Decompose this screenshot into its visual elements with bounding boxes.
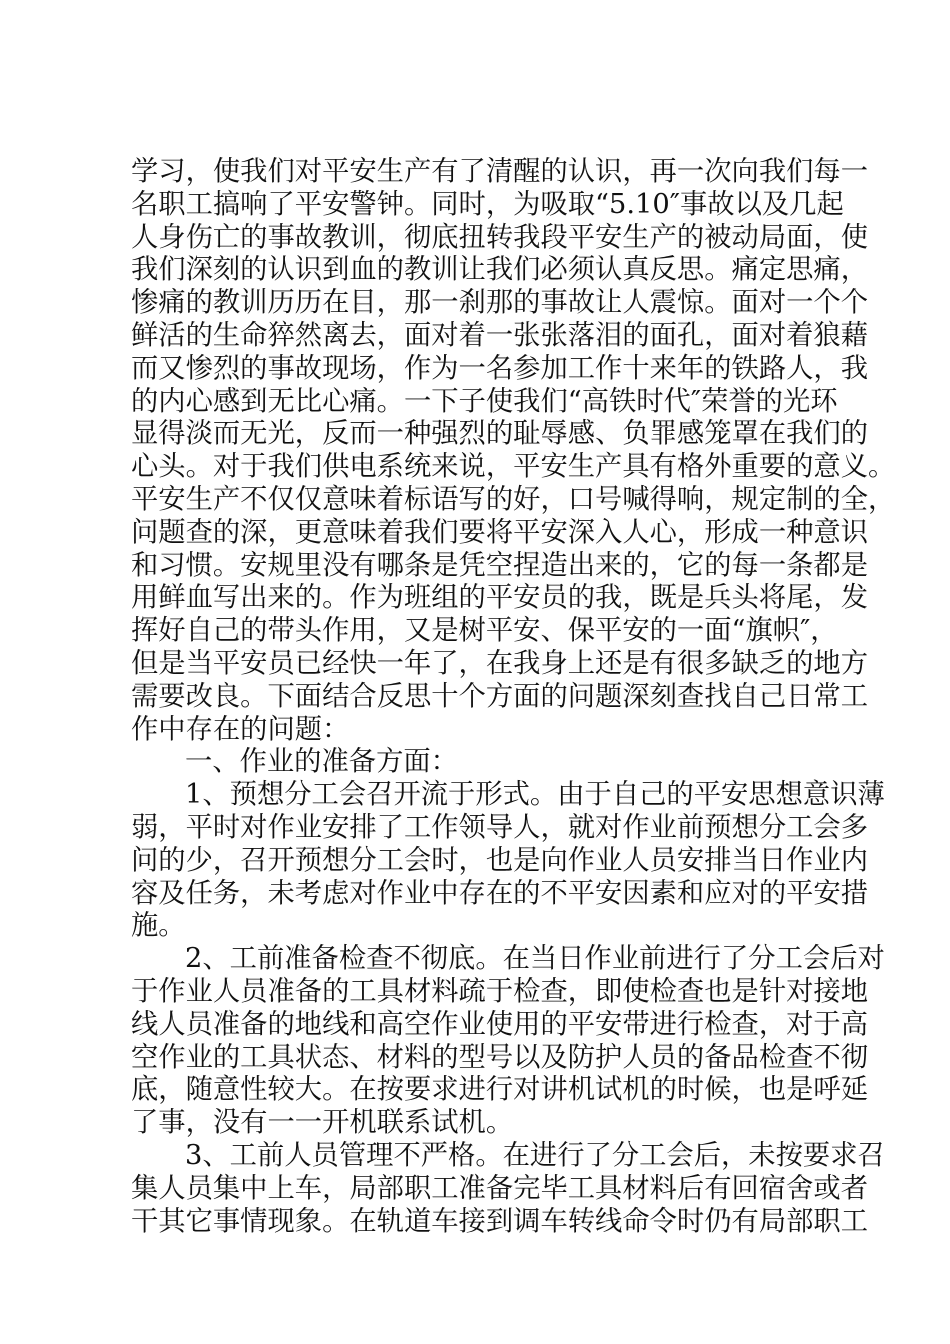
text-line: 名职工搞响了平安警钟。同时，为吸取“5.10″事故以及几起 xyxy=(131,188,844,220)
text-line: 空作业的工具状态、材料的型号以及防护人员的备品检查不彻 xyxy=(131,1041,869,1073)
text-line: 干其它事情现象。在轨道车接到调车转线命令时仍有局部职工 xyxy=(131,1205,869,1237)
text-line: 集人员集中上车，局部职工准备完毕工具材料后有回宿舍或者 xyxy=(131,1172,869,1204)
text-line: 弱，平时对作业安排了工作领导人，就对作业前预想分工会多 xyxy=(131,811,869,843)
text-line: 的内心感到无比心痛。一下子使我们“高铁时代″荣誉的光环 xyxy=(131,385,838,417)
text-line: 一、作业的准备方面： xyxy=(185,746,458,778)
text-line: 心头。对于我们供电系统来说，平安生产具有格外重要的意义。 xyxy=(131,451,896,483)
text-line: 而又惨烈的事故现场，作为一名参加工作十来年的铁路人，我 xyxy=(131,352,869,384)
text-line: 和习惯。安规里没有哪条是凭空捏造出来的，它的每一条都是 xyxy=(131,549,869,581)
text-line: 学习，使我们对平安生产有了清醒的认识，再一次向我们每一 xyxy=(131,156,869,187)
text-line: 底，随意性较大。在按要求进行对讲机试机的时候，也是呼延 xyxy=(131,1074,869,1106)
text-line: 我们深刻的认识到血的教训让我们必须认真反思。痛定思痛， xyxy=(131,254,869,286)
document-body xyxy=(131,156,896,1238)
text-line: 人身伤亡的事故教训，彻底扭转我段平安生产的被动局面，使 xyxy=(131,221,869,253)
text-line: 施。 xyxy=(131,910,186,942)
text-line: 平安生产不仅仅意味着标语写的好，口号喊得响，规定制的全， xyxy=(131,483,896,515)
text-line: 但是当平安员已经快一年了，在我身上还是有很多缺乏的地方 xyxy=(131,647,869,679)
text-line: 需要改良。下面结合反思十个方面的问题深刻查找自己日常工 xyxy=(131,680,869,712)
text-line: 容及任务，未考虑对作业中存在的不平安因素和应对的平安措 xyxy=(131,877,869,909)
text-line: 问题查的深，更意味着我们要将平安深入人心，形成一种意识 xyxy=(131,516,869,548)
text-line: 于作业人员准备的工具材料疏于检查，即使检查也是针对接地 xyxy=(131,975,869,1007)
text-line: 显得淡而无光，反而一种强烈的耻辱感、负罪感笼罩在我们的 xyxy=(131,418,869,450)
text-line: 鲜活的生命猝然离去，面对着一张张落泪的面孔，面对着狼藉 xyxy=(131,319,869,351)
text-line: 惨痛的教训历历在目，那一刹那的事故让人震惊。面对一个个 xyxy=(131,287,869,319)
text-line: 3、工前人员管理不严格。在进行了分工会后，未按要求召 xyxy=(185,1139,885,1171)
text-line: 问的少，召开预想分工会时，也是向作业人员安排当日作业内 xyxy=(131,844,869,876)
text-line: 用鲜血写出来的。作为班组的平安员的我，既是兵头将尾，发 xyxy=(131,582,869,614)
text-line: 了事，没有一一开机联系试机。 xyxy=(131,1107,514,1139)
text-line: 线人员准备的地线和高空作业使用的平安带进行检查，对于高 xyxy=(131,1008,869,1040)
text-line: 作中存在的问题： xyxy=(131,713,350,745)
text-line: 挥好自己的带头作用，又是树平安、保平安的一面“旗帜″， xyxy=(131,615,838,647)
text-line: 2、工前准备检查不彻底。在当日作业前进行了分工会后对 xyxy=(185,943,885,975)
text-line: 1、预想分工会召开流于形式。由于自己的平安思想意识薄 xyxy=(185,779,885,811)
